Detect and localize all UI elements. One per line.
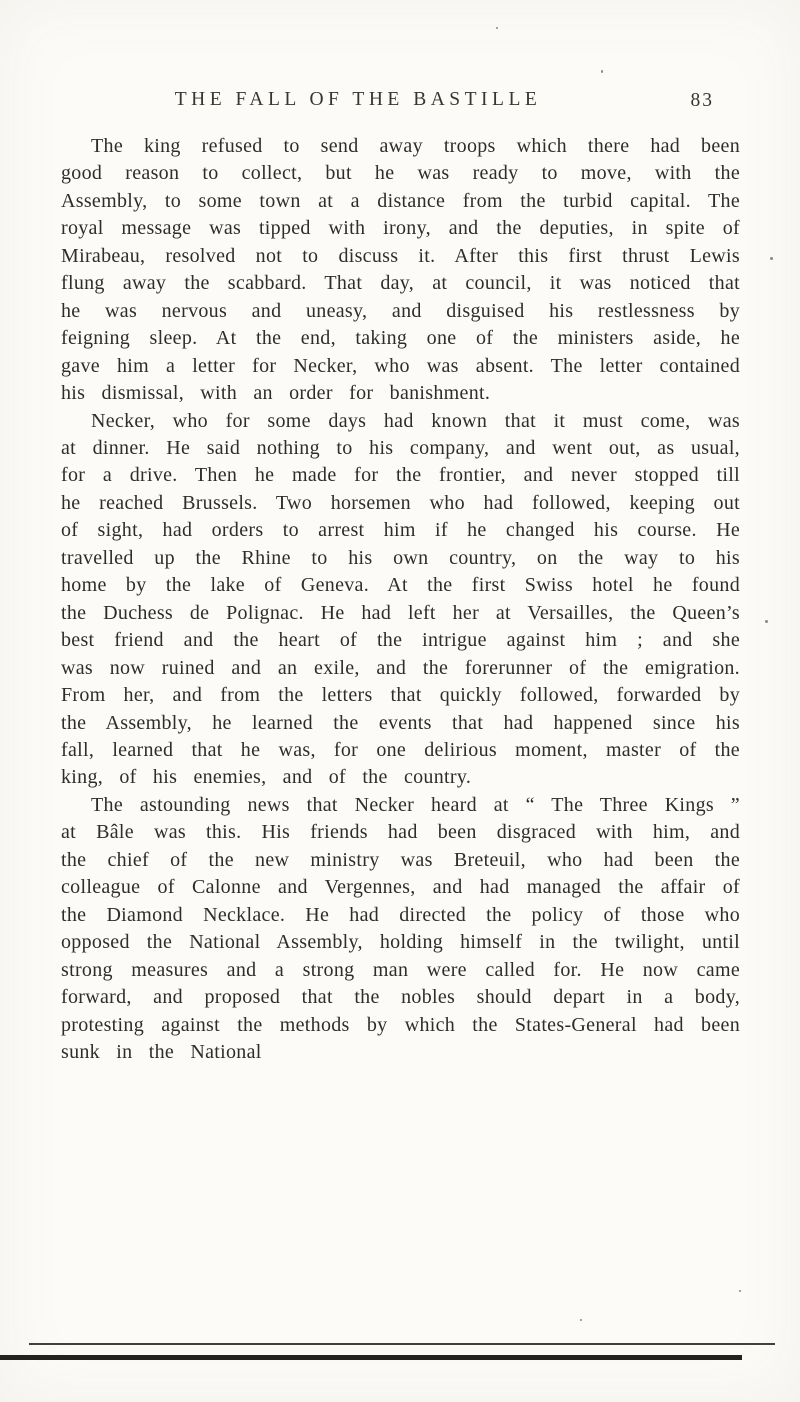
scan-artifact-line-thick: [0, 1355, 742, 1360]
paragraph-1: The king refused to send away troops which there had been good reason to collect, but he was ready to move, with the Assembly, to some town at a distance from the turbid capital. The royal message was tipped with irony, and the deputies, in spite of Mirabeau, resolved not to discuss it. After this first thrust Lewis flung away the scabbard. That day, at council, it was noticed that he was nervous and uneasy, and disguised his restlessness by feigning sleep. At the end, taking one of the ministers aside, he gave him a letter for Necker, who was absent. The letter contained his dismissal, with an order for banishment.: [61, 135, 740, 405]
scan-artifact-line-thin: [29, 1343, 775, 1345]
page-body: [61, 133, 740, 1066]
scan-speck: [770, 257, 773, 260]
page-number: 83: [690, 90, 714, 111]
scan-speck: [601, 70, 603, 73]
paragraph-3: The astounding news that Necker heard at “ The Three Kings ” at Bâle was this. His friends had been disgraced with him, and the chief of the new ministry was Breteuil, who had been the colleague of Calonne and Vergennes, and had managed the affair of the Diamond Necklace. He had directed the policy of those who opposed the National Assembly, holding himself in the twilight, until strong measures and a strong man were called for. He now came forward, and proposed that the nobles should depart in a body, protesting against the methods by which the States-General had been sunk in the National: [61, 793, 740, 1063]
chapter-title: THE FALL OF THE BASTILLE: [174, 89, 542, 110]
page-header: [62, 89, 740, 115]
scan-speck: [765, 620, 768, 623]
paragraph-2: Necker, who for some days had known that it must come, was at dinner. He said nothing to his company, and went out, as usual, for a drive. Then he made for the frontier, and never stopped till he reached Brussels. Two horsemen who had followed, keeping out of sight, had orders to arrest him if he changed his course. He travelled up the Rhine to his own country, on the way to his home by the lake of Geneva. At the first Swiss hotel he found the Duchess de Polignac. He had left her at Versailles, the Queen’s best friend and the heart of the intrigue against him ; and she was now ruined and an exile, and the forerunner of the emigration. From her, and from the letters that quickly followed, forwarded by the Assembly, he learned the events that had happened since his fall, learned that he was, for one delirious moment, master of the king, of his enemies, and of the country.: [61, 409, 740, 789]
scan-speck: [496, 27, 498, 29]
scan-speck: [580, 1319, 582, 1321]
scan-speck: [739, 1290, 741, 1292]
